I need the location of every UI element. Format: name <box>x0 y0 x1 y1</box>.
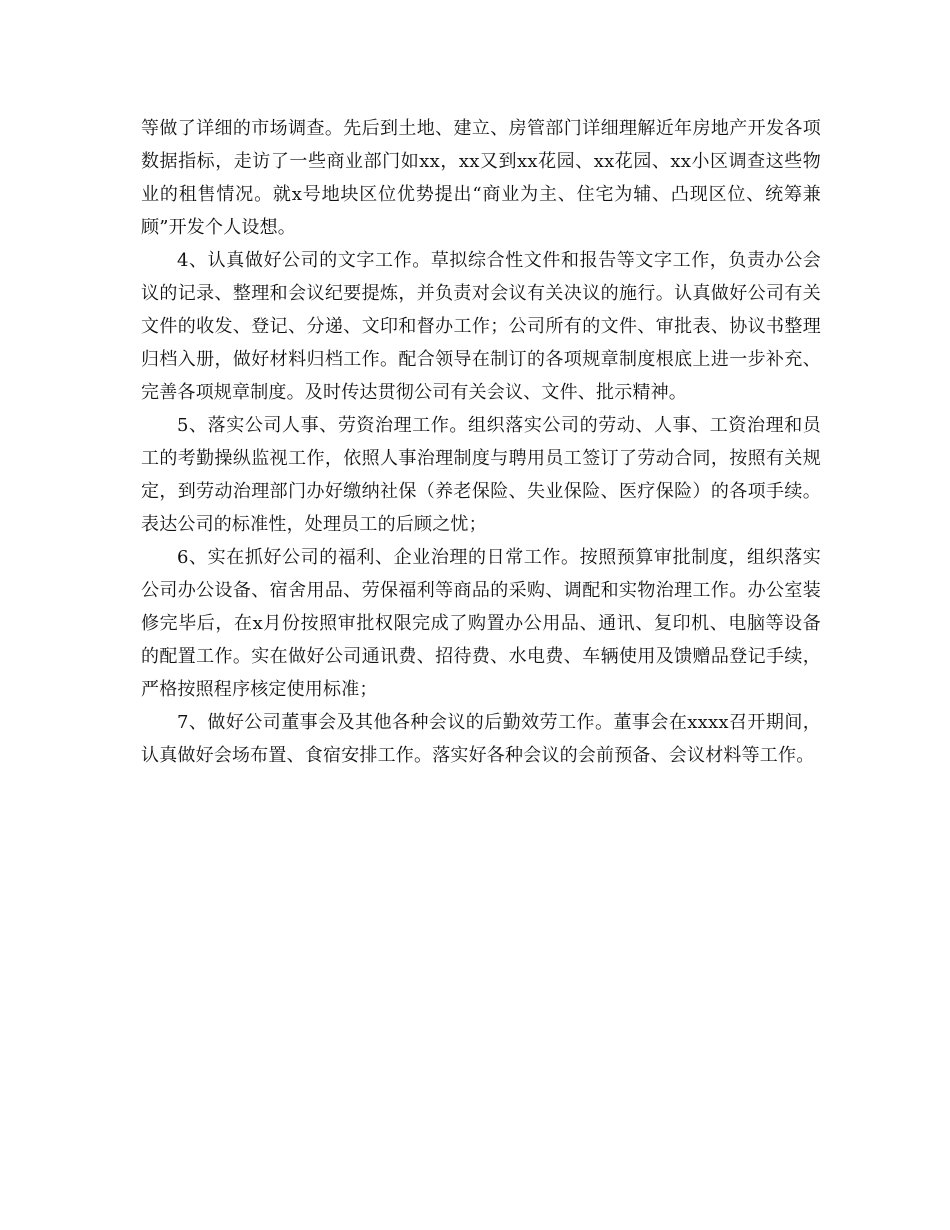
paragraph-item-5: 5、落实公司人事、劳资治理工作。组织落实公司的劳动、人事、工资治理和员工的考勤操纵监视工作，依照人事治理制度与聘用员工签订了劳动合同，按照有关规定，到劳动治理部门办好缴纳社保（养老保险、失业保险、医疗保险）的各项手续。表达公司的标准性，处理员工的后顾之忧； <box>141 415 821 535</box>
paragraph-intro: 等做了详细的市场调查。先后到土地、建立、房管部门详细理解近年房地产开发各项数据指标，走访了一些商业部门如xx，xx又到xx花园、xx花园、xx小区调查这些物业的租售情况。就x号地块区位优势提出“商业为主、住宅为辅、凸现区位、统筹兼顾”开发个人设想。 <box>141 118 821 238</box>
paragraph-item-7: 7、做好公司董事会及其他各种会议的后勤效劳工作。董事会在xxxx召开期间，认真做好会场布置、食宿安排工作。落实好各种会议的会前预备、会议材料等工作。 <box>141 712 821 766</box>
paragraph-item-4: 4、认真做好公司的文字工作。草拟综合性文件和报告等文字工作，负责办公会议的记录、整理和会议纪要提炼，并负责对会议有关决议的施行。认真做好公司有关文件的收发、登记、分递、文印和督办工作；公司所有的文件、审批表、协议书整理归档入册，做好材料归档工作。配合领导在制订的各项规章制度根底上进一步补充、完善各项规章制度。及时传达贯彻公司有关会议、文件、批示精神。 <box>141 250 821 403</box>
document-body <box>141 112 821 772</box>
paragraph-item-6: 6、实在抓好公司的福利、企业治理的日常工作。按照预算审批制度，组织落实公司办公设备、宿舍用品、劳保福利等商品的采购、调配和实物治理工作。办公室装修完毕后，在x月份按照审批权限完成了购置办公用品、通讯、复印机、电脑等设备的配置工作。实在做好公司通讯费、招待费、水电费、车辆使用及馈赠品登记手续，严格按照程序核定使用标准； <box>141 547 821 700</box>
